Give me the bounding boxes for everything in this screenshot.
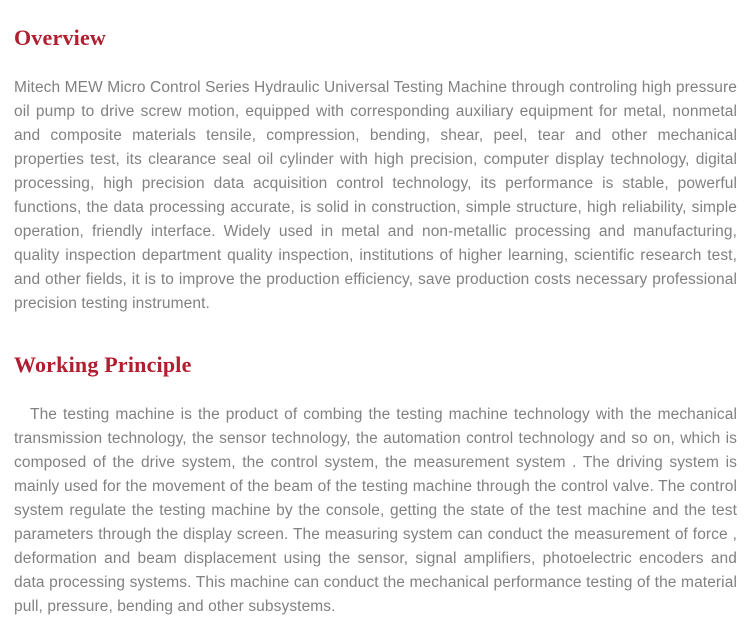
working-principle-heading: Working Principle [14,352,192,377]
overview-heading: Overview [14,25,107,50]
working-principle-paragraph: The testing machine is the product of combing the testing machine technology with the mechanical transmission technology, the sensor technology, the automation control technology and so on, which is composed of the drive system, the control system, the measurement system . The driving system is mainly used for the movement of the beam of the testing machine through the control valve. The control system regulate the testing machine by the console, getting the state of the test machine and the test parameters through the display screen. The measuring system can conduct the measurement of force , deformation and beam displacement using the sensor, signal amplifiers, photoelectric encoders and data processing systems. This machine can conduct the mechanical performance testing of the material pull, pressure, bending and other subsystems. [14,406,737,615]
overview-section [14,25,737,316]
working-principle-section [14,352,737,619]
overview-paragraph: Mitech MEW Micro Control Series Hydraulic Universal Testing Machine through controling high pressure oil pump to drive screw motion, equipped with corresponding auxiliary equipment for metal, nonmetal and composite materials tensile, compression, bending, shear, peel, tear and other mechanical properties test, its clearance seal oil cylinder with high precision, computer display technology, digital processing, high precision data acquisition control technology, its performance is stable, powerful functions, the data processing accurate, is solid in construction, simple structure, high reliability, simple operation, friendly interface. Widely used in metal and non-metallic processing and manufacturing, quality inspection department quality inspection, institutions of higher learning, scientific research test, and other fields, it is to improve the production efficiency, save production costs necessary professional precision testing instrument. [14,79,738,312]
